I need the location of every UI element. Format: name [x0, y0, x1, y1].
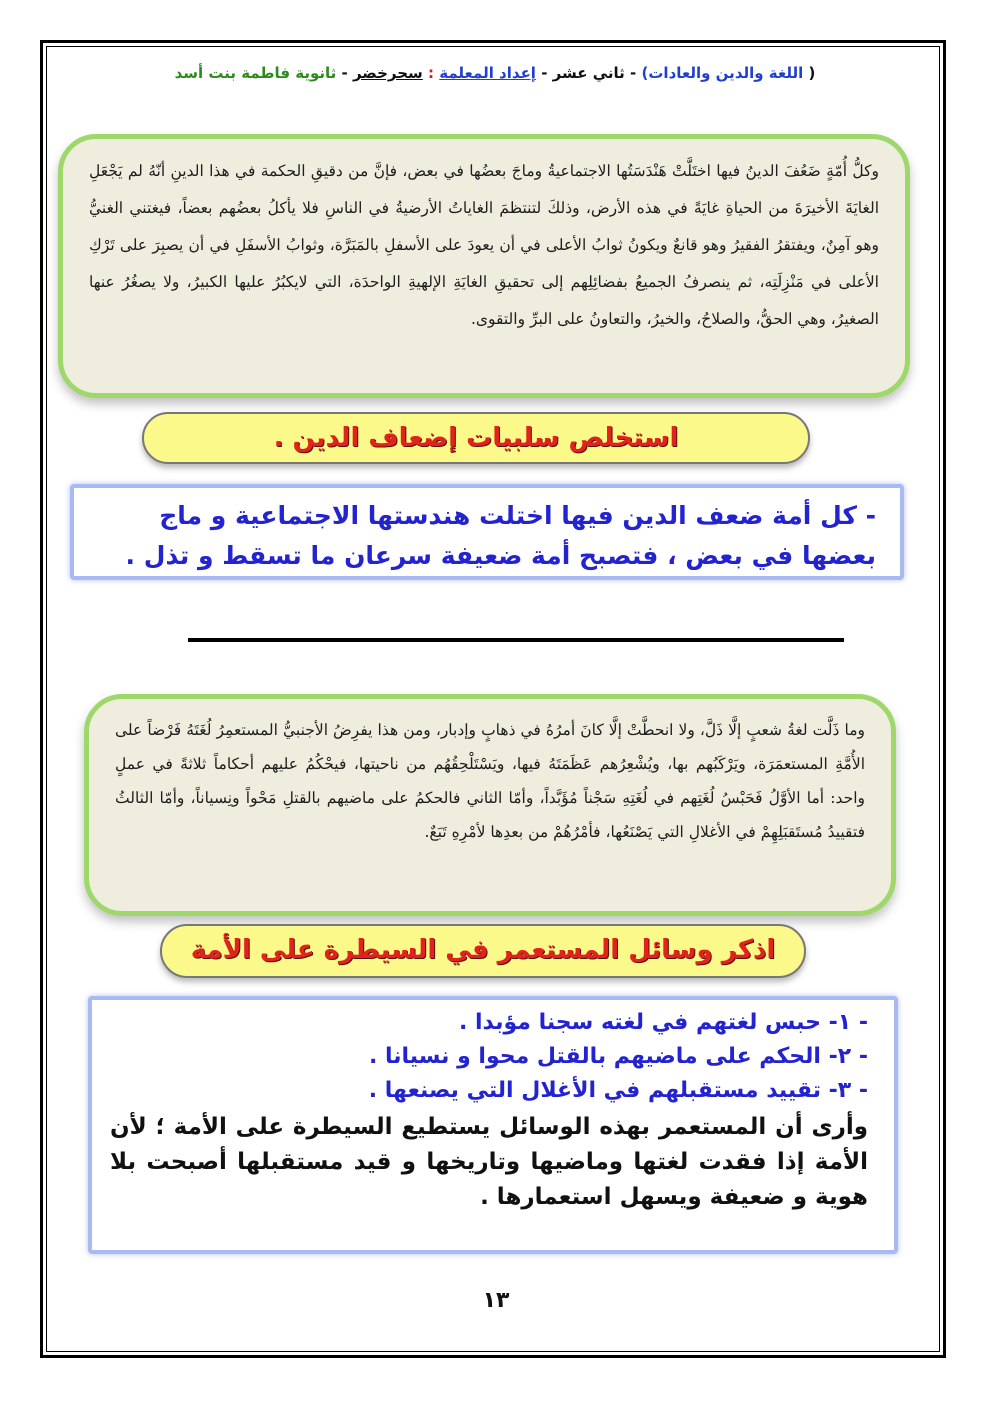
- passage-1-box: [58, 134, 910, 398]
- header-prepared-by-label: إعداد المعلمة: [439, 64, 536, 82]
- header-lesson-title: اللغة والدين والعادات): [641, 64, 804, 82]
- header-open-paren: (: [808, 64, 816, 82]
- passage-2-box: [84, 694, 896, 916]
- section-divider: [188, 638, 844, 642]
- page-number: ١٣: [482, 1288, 510, 1313]
- page-header: [80, 64, 910, 82]
- question-1-banner: [142, 412, 810, 464]
- answer-1-box: [70, 484, 904, 580]
- answer-2-box: [88, 996, 898, 1254]
- header-separator: -: [541, 64, 548, 82]
- question-2-text: اذكر وسائل المستعمر في السيطرة على الأمة: [190, 935, 776, 965]
- answer-1-line-2: بعضها في بعض ، فتصبح أمة ضعيفة سرعان ما تسقط و تذل .: [125, 541, 876, 570]
- header-teacher-name: سحرخضر: [352, 64, 423, 82]
- question-1-text: استخلص سلبيات إضعاف الدين .: [273, 423, 679, 453]
- question-2-banner: [160, 924, 806, 978]
- header-grade: ثاني عشر: [552, 64, 625, 82]
- passage-1-text: وكلُّ أُمّةٍ ضَعُفَ الدينُ فيها اختَلَّتْ هَنْدَسَتُها الاجتماعيةُ وماجَ بعضُها في بعض، فإنَّ من دقيقِ الحكمة في هذا الدينِ أنّهُ لم يَجْعَلِ الغايَةَ الأخيرَةَ من الحياةِ غايَةً في هذه الأرض، وذلكَ لتنتظمَ الغاياتُ الأرضيةُ في الناسِ فلا يأكلُ بعضُهم بعضاً، فيغتني الغنيُّ وهو آمِنٌ، ويفتقرُ الفقيرُ وهو قانعٌ ويكونُ ثوابُ الأعلى في أن يعودَ على الأسفلِ بالمَبَرَّة، وثوابُ الأسفَلِ في أن يصبِرَ على تَرْكِ الأعلى في مَنْزِلَتِه، ثم ينصرفُ الجميعُ بفضائِلِهم إلى تحقيقِ الغايَةِ الإلهيةِ الواحدَة، التي لايكبُرُ عليها الكبيرُ، ولا يصغُرُ عنها الصغيرُ، وهي الحقُّ، والصلاحُ، والخيرُ، والتعاونُ على البرِّ والتقوى.: [89, 162, 879, 328]
- header-colon: :: [428, 64, 435, 82]
- passage-2-text: وما ذَلَّت لغةُ شعبٍ إلَّا ذَلَّ، ولا انحطَّتْ إلَّا كانَ أمرُهُ في ذهابٍ وإدبار، ومن هذا يفرِضُ الأجنبيُّ المستعمِرُ لُغَتَهُ فَرْضاً على الأُمَّةِ المستعمَرَة، ويَرْكَبُهم بها، ويُشْعِرُهم عَظَمَتَهُ فيها، ويَسْتَلْحِقُهُم من ناحيتها، فيحْكُمُ عليهم أحكاماً ثلاثةً في عملٍ واحد: أما الأوَّلُ فَحَبْسُ لُغَتِهم في لُغَتِهِ سَجْناً مُؤَبَّداً، وأمّا الثاني فالحكمُ على ماضيهم بالقتلِ مَحْواً ونِسياناً، وأمّا الثالثُ فتقييدُ مُستَقبَلِهِمْ في الأغلالِ التي يَصْنَعُها، فأمْرُهُمْ من بعدِها لأمْرِهِ تَبَعٌ.: [115, 721, 865, 841]
- answer-2-item: - ٢- الحكم على ماضيهم بالقتل محوا و نسيانا .: [369, 1044, 868, 1069]
- answer-1-line-1: - كل أمة ضعف الدين فيها اختلت هندستها الاجتماعية و ماج: [159, 501, 876, 530]
- header-separator: -: [630, 64, 637, 82]
- header-separator: -: [341, 64, 348, 82]
- answer-2-conclusion: وأرى أن المستعمر بهذه الوسائل يستطيع السيطرة على الأمة ؛ لأن الأمة إذا فقدت لغتها وماضيها وتاريخها و قيد مستقبلها أصبحت بلا هوية و ضعيفة ويسهل استعمارها .: [110, 1114, 868, 1210]
- answer-2-item: - ١- حبس لغتهم في لغته سجنا مؤبدا .: [458, 1010, 868, 1035]
- header-school: ثانوية فاطمة بنت أسد: [174, 64, 337, 82]
- answer-2-item: - ٣- تقييد مستقبلهم في الأغلال التي يصنعها .: [368, 1078, 868, 1103]
